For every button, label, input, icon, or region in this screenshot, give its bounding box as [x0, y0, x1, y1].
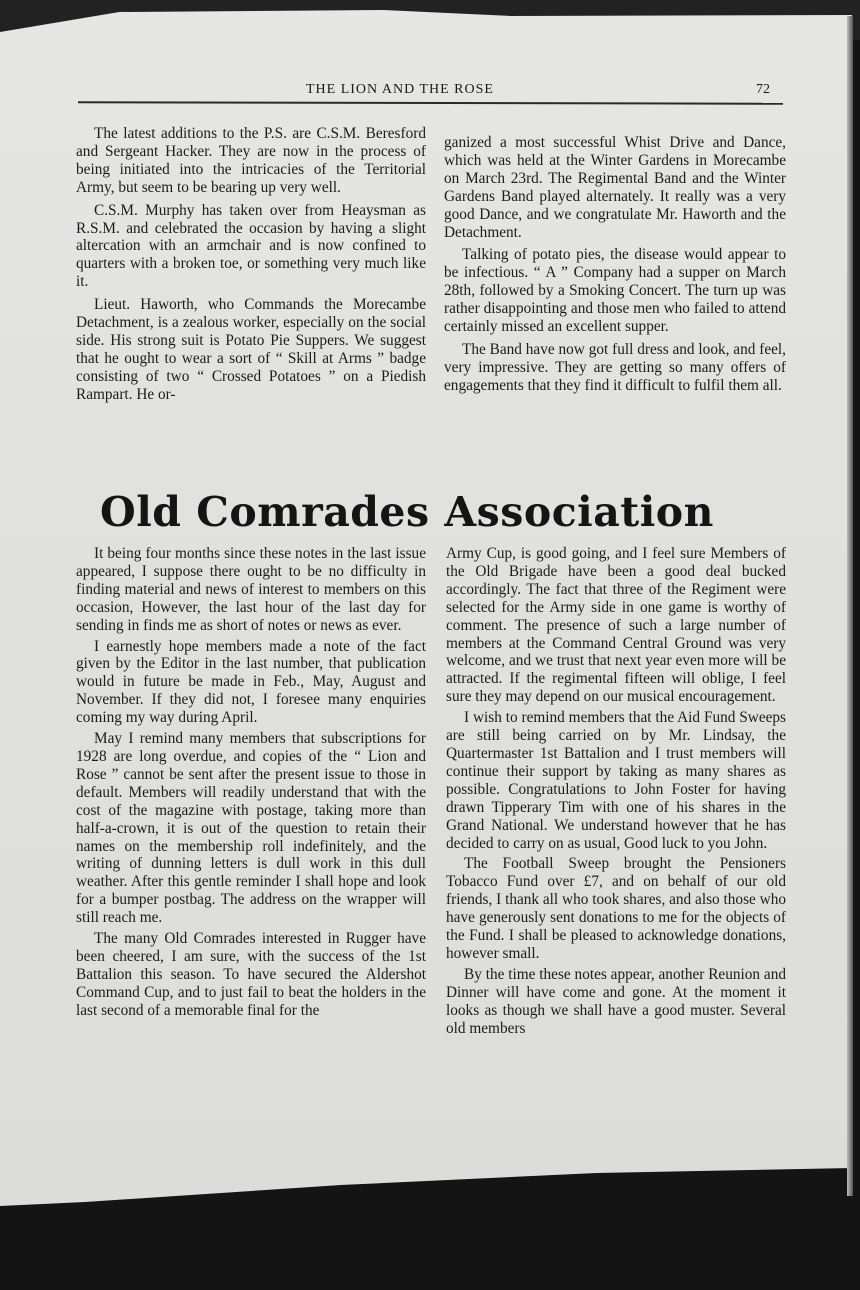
paragraph: I wish to remind members that the Aid Fund Sweeps are still being carried on by Mr. Lindsay, the Quartermaster 1st Battalion and I trust members will continue their support by taking as many shares as possible. Congratulations to John Foster for having drawn Tipperary Tim with one of his shares in the Grand National. We understand however that he has decided to carry on as usual, Good luck to you John. [446, 709, 786, 852]
paragraph: I earnestly hope members made a note of the fact given by the Editor in the last number, that publication would in future be made in Feb., May, August and November. If they did not, I foresee many enquiries coming my way during April. [76, 637, 426, 727]
page-edge [847, 16, 853, 1196]
paragraph: The Football Sweep brought the Pensioners Tobacco Fund over £7, and on behalf of our old friends, I thank all who took shares, and also those who have generously sent donations to me for the objects of the Fund. I shall be pleased to acknowledge donations, however small. [446, 855, 786, 962]
paragraph: Talking of potato pies, the disease would appear to be infectious. “ A ” Company had a supper on March 28th, followed by a Smoking Concert. The turn up was rather disappointing and those men who failed to attend certainly missed an excellent supper. [444, 246, 786, 336]
bottom-right-column [446, 545, 786, 1040]
publication-title: THE LION AND THE ROSE [306, 82, 494, 97]
paragraph: May I remind many members that subscriptions for 1928 are long overdue, and copies of the “ Lion and Rose ” cannot be sent after the present issue to those in default. Members will readily understand that with the cost of the magazine with postage, taking more than half-a-crown, it is out of the question to retain their names on the membership roll indefinitely, and the writing of dunning letters is dull work in this dull weather. After this gentle reminder I shall hope and look for a bumper postbag. The address on the wrapper will still reach me. [76, 730, 426, 927]
paragraph: Lieut. Haworth, who Commands the Morecambe Detachment, is a zealous worker, especially on the social side. His strong suit is Potato Pie Suppers. We suggest that he ought to wear a sort of “ Skill at Arms ” badge consisting of two “ Crossed Potatoes ” on a Piedish Rampart. He or- [76, 296, 426, 403]
paragraph: Army Cup, is good going, and I feel sure Members of the Old Brigade have been a good deal bucked accordingly. The fact that three of the Regiment were selected for the Army side in one game is worthy of comment. The presence of such a large number of members at the Command Central Ground was very welcome, and we trust that next year even more will be attracted. If the regimental fifteen will oblige, I feel sure they may depend on our musical encouragement. [446, 545, 786, 706]
page-number: 72 [756, 82, 770, 97]
top-right-column [444, 134, 786, 400]
running-header [78, 80, 778, 104]
paragraph: The Band have now got full dress and look, and feel, very impressive. They are getting so many offers of engagements that they find it difficult to fulfil them all. [444, 340, 786, 394]
paragraph: The latest additions to the P.S. are C.S.M. Beresford and Sergeant Hacker. They are now in the process of being initiated into the intricacies of the Territorial Army, but seem to be bearing up very well. [76, 125, 426, 196]
paragraph: The many Old Comrades interested in Rugger have been cheered, I am sure, with the success of the 1st Battalion this season. To have secured the Aldershot Command Cup, and to just fail to beat the holders in the last second of a memorable final for the [76, 930, 426, 1019]
paragraph: It being four months since these notes in the last issue appeared, I suppose there ought to be no difficulty in finding material and news of interest to members on this occasion, However, the last hour of the last day for sending in finds me as short of notes or news as ever. [76, 545, 426, 634]
section-heading: Old Comrades Association [100, 488, 714, 536]
paragraph: By the time these notes appear, another Reunion and Dinner will have come and gone. At the moment it looks as though we shall have a good muster. Several old members [446, 965, 786, 1037]
paragraph: C.S.M. Murphy has taken over from Heaysman as R.S.M. and celebrated the occasion by having a slight altercation with an armchair and is now confined to quarters with a broken toe, or something very much like it. [76, 201, 426, 291]
paragraph: ganized a most successful Whist Drive and Dance, which was held at the Winter Gardens in Morecambe on March 23rd. The Regimental Band and the Winter Gardens Band played alternately. It really was a very good Dance, and we congratulate Mr. Haworth and the Detachment. [444, 134, 786, 241]
bottom-left-column [76, 545, 426, 1023]
top-left-column [76, 125, 426, 409]
